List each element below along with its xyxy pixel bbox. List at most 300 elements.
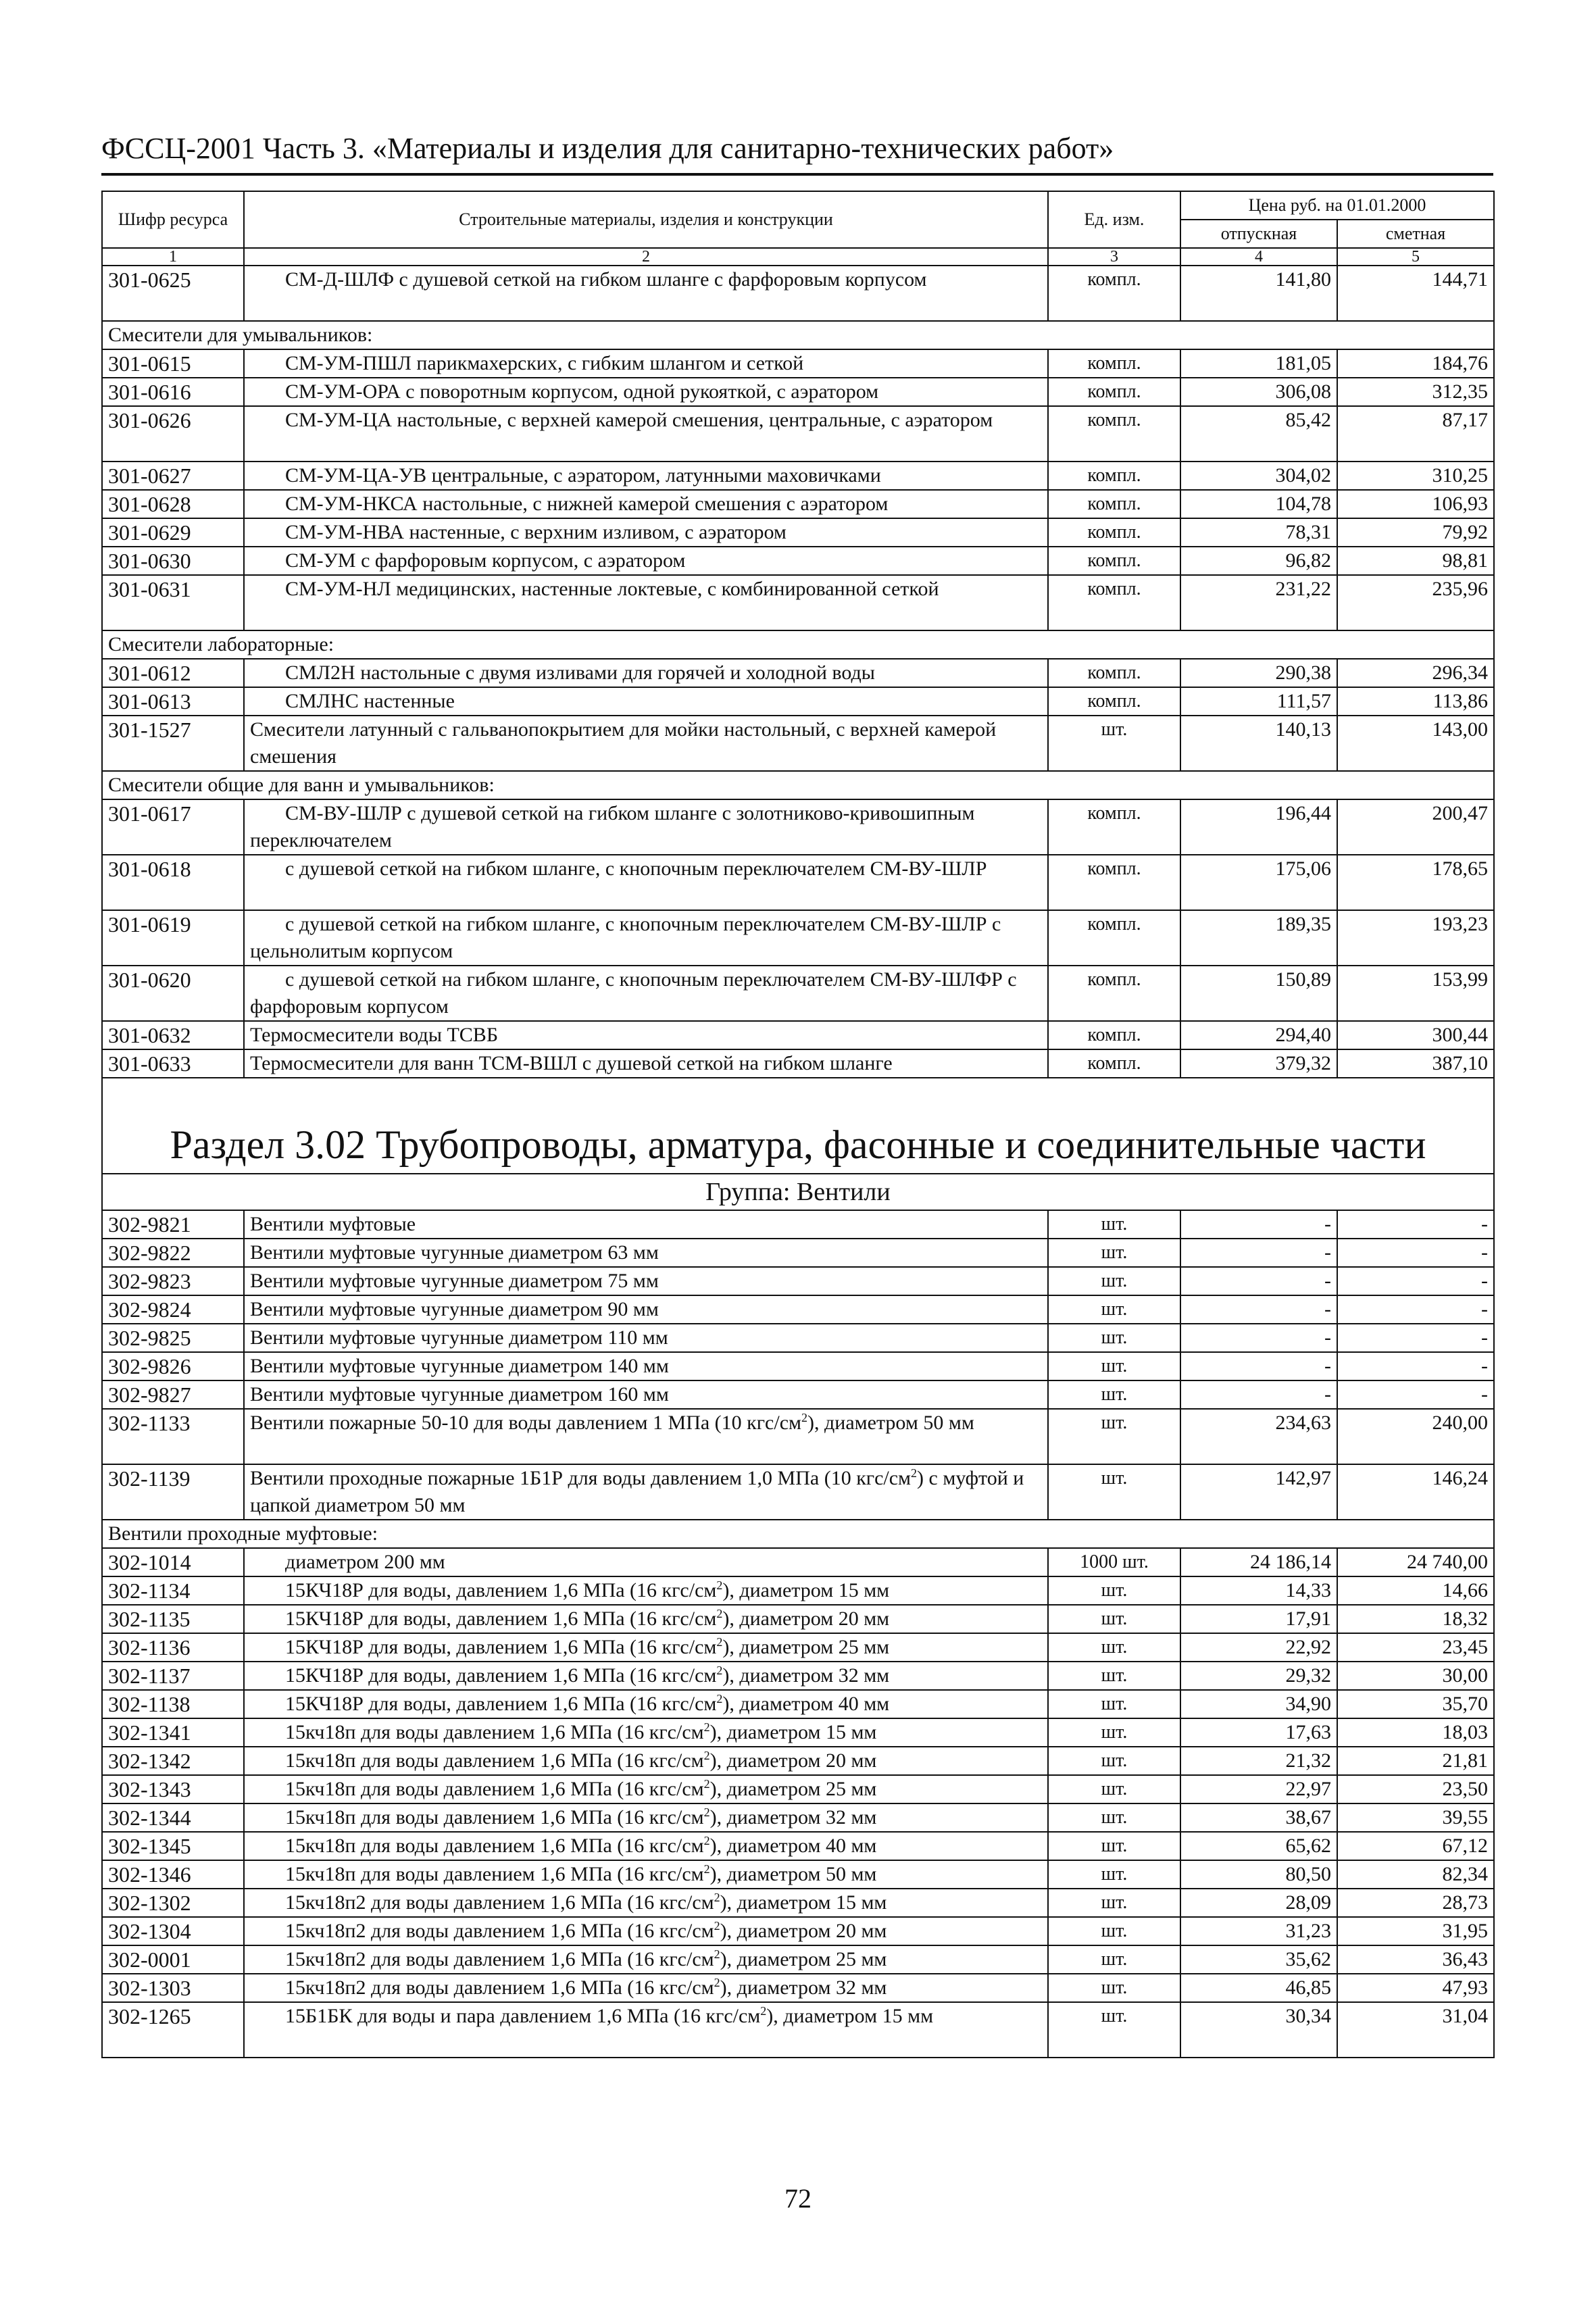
- release-price: 290,38: [1180, 659, 1337, 687]
- item-name: СМ-УМ-ПШЛ парикмахерских, с гибким шлангом и сеткой: [244, 349, 1048, 378]
- unit-of-measure: шт.: [1048, 1409, 1180, 1464]
- superscript: 2: [703, 1749, 710, 1762]
- superscript: 2: [911, 1466, 918, 1480]
- item-name-part: 15Б1БК для воды и пара давлением 1,6 МПа (16 кгс/см: [285, 2005, 761, 2027]
- estimate-price: 36,43: [1337, 1945, 1494, 1974]
- item-name: диаметром 200 мм: [244, 1548, 1048, 1576]
- item-name: СМ-ВУ-ШЛР с душевой сеткой на гибком шланге с золотниково-кривошипным переключателем: [244, 799, 1048, 855]
- unit-of-measure: шт.: [1048, 1832, 1180, 1860]
- item-name: Вентили муфтовые чугунные диаметром 140 мм: [244, 1352, 1048, 1380]
- unit-of-measure: шт.: [1048, 1775, 1180, 1803]
- item-name: СМ-УМ-ОРА с поворотным корпусом, одной рукояткой, с аэратором: [244, 378, 1048, 406]
- release-price: 38,67: [1180, 1803, 1337, 1832]
- item-name: Вентили муфтовые чугунные диаметром 90 мм: [244, 1295, 1048, 1324]
- unit-of-measure: шт.: [1048, 1803, 1180, 1832]
- item-name: СМ-УМ-ЦА настольные, с верхней камерой смешения, центральные, с аэратором: [244, 406, 1048, 462]
- resource-code: 302-9827: [102, 1380, 244, 1409]
- subgroup-title-row: [102, 1174, 1494, 1210]
- item-name-part: 15кч18п2 для воды давлением 1,6 МПа (16 кгс/см: [285, 1976, 714, 1999]
- item-name: Вентили муфтовые чугунные диаметром 63 мм: [244, 1239, 1048, 1267]
- resource-code: 301-0626: [102, 406, 244, 462]
- item-name: с душевой сеткой на гибком шланге, с кнопочным переключателем СМ-ВУ-ШЛР с цельнолитым корпусом: [244, 910, 1048, 966]
- table-row: [102, 1803, 1494, 1832]
- item-name: [244, 1409, 1048, 1464]
- unit-of-measure: компл.: [1048, 1049, 1180, 1078]
- table-row: [102, 1267, 1494, 1295]
- section-block: [102, 1078, 1494, 1210]
- running-header: ФССЦ-2001 Часть 3. «Материалы и изделия для санитарно-технических работ»: [101, 128, 1493, 176]
- table-body-part1: [102, 266, 1494, 1078]
- item-name: [244, 1576, 1048, 1605]
- table-row: [102, 547, 1494, 575]
- release-price: 24 186,14: [1180, 1548, 1337, 1576]
- unit-of-measure: компл.: [1048, 266, 1180, 321]
- superscript: 2: [760, 2004, 767, 2018]
- estimate-price: 30,00: [1337, 1662, 1494, 1690]
- item-name-part: ), диаметром 25 мм: [709, 1778, 877, 1800]
- estimate-price: 143,00: [1337, 716, 1494, 771]
- release-price: 141,80: [1180, 266, 1337, 321]
- table-row: [102, 1889, 1494, 1917]
- estimate-price: 35,70: [1337, 1690, 1494, 1718]
- release-price: 29,32: [1180, 1662, 1337, 1690]
- item-name: [244, 1747, 1048, 1775]
- price-table: [101, 191, 1495, 2058]
- estimate-price: -: [1337, 1239, 1494, 1267]
- resource-code: 302-1265: [102, 2002, 244, 2058]
- superscript: 2: [714, 1976, 720, 1989]
- resource-code: 301-0619: [102, 910, 244, 966]
- unit-of-measure: шт.: [1048, 1662, 1180, 1690]
- item-name-part: ) с муфтой и цапкой диаметром 50 мм: [250, 1467, 1024, 1516]
- estimate-price: 87,17: [1337, 406, 1494, 462]
- resource-code: 301-0620: [102, 966, 244, 1021]
- resource-code: 302-1134: [102, 1576, 244, 1605]
- resource-code: 302-9821: [102, 1210, 244, 1239]
- unit-of-measure: компл.: [1048, 910, 1180, 966]
- col-header-estimate: сметная: [1337, 220, 1494, 248]
- release-price: -: [1180, 1324, 1337, 1352]
- resource-code: 302-1343: [102, 1775, 244, 1803]
- superscript: 2: [716, 1664, 723, 1677]
- table-row: [102, 1464, 1494, 1520]
- table-row: [102, 1662, 1494, 1690]
- resource-code: 302-1137: [102, 1662, 244, 1690]
- resource-code: 302-1014: [102, 1548, 244, 1576]
- release-price: 14,33: [1180, 1576, 1337, 1605]
- item-name: [244, 1775, 1048, 1803]
- item-name: СМ-УМ-НЛ медицинских, настенные локтевые, с комбинированной сеткой: [244, 575, 1048, 630]
- item-name: с душевой сеткой на гибком шланге, с кнопочным переключателем СМ-ВУ-ШЛФР с фарфоровым корпусом: [244, 966, 1048, 1021]
- item-name: [244, 1690, 1048, 1718]
- item-name-part: 15кч18п для воды давлением 1,6 МПа (16 кгс/см: [285, 1749, 704, 1772]
- table-row: [102, 1295, 1494, 1324]
- item-name-part: ), диаметром 40 мм: [709, 1835, 877, 1857]
- table-row: [102, 687, 1494, 716]
- item-name: [244, 1718, 1048, 1747]
- resource-code: 301-0627: [102, 462, 244, 490]
- release-price: 304,02: [1180, 462, 1337, 490]
- superscript: 2: [714, 1919, 720, 1933]
- item-name: [244, 1662, 1048, 1690]
- column-numbers-row: [102, 248, 1494, 266]
- table-row: [102, 716, 1494, 771]
- item-name-part: 15КЧ18Р для воды, давлением 1,6 МПа (16 кгс/см: [285, 1636, 717, 1658]
- group-heading: Вентили проходные муфтовые:: [102, 1520, 1494, 1548]
- estimate-price: 387,10: [1337, 1049, 1494, 1078]
- resource-code: 301-0629: [102, 518, 244, 547]
- table-row: [102, 349, 1494, 378]
- item-name-part: 15кч18п2 для воды давлением 1,6 МПа (16 кгс/см: [285, 1891, 714, 1914]
- unit-of-measure: компл.: [1048, 575, 1180, 630]
- group-heading-row: [102, 321, 1494, 349]
- estimate-price: -: [1337, 1380, 1494, 1409]
- item-name: [244, 1945, 1048, 1974]
- resource-code: 301-1527: [102, 716, 244, 771]
- table-row: [102, 1775, 1494, 1803]
- table-row: [102, 575, 1494, 630]
- release-price: -: [1180, 1210, 1337, 1239]
- estimate-price: 144,71: [1337, 266, 1494, 321]
- unit-of-measure: компл.: [1048, 349, 1180, 378]
- superscript: 2: [703, 1777, 710, 1791]
- unit-of-measure: шт.: [1048, 1974, 1180, 2002]
- unit-of-measure: шт.: [1048, 1945, 1180, 1974]
- estimate-price: 296,34: [1337, 659, 1494, 687]
- estimate-price: 14,66: [1337, 1576, 1494, 1605]
- superscript: 2: [801, 1411, 808, 1424]
- unit-of-measure: шт.: [1048, 1239, 1180, 1267]
- section-spacer: [102, 1078, 1494, 1116]
- release-price: 175,06: [1180, 855, 1337, 910]
- table-row: [102, 518, 1494, 547]
- resource-code: 302-1302: [102, 1889, 244, 1917]
- release-price: 140,13: [1180, 716, 1337, 771]
- col-header-code: Шифр ресурса: [102, 191, 244, 248]
- table-row: [102, 1239, 1494, 1267]
- superscript: 2: [703, 1720, 710, 1734]
- estimate-price: 113,86: [1337, 687, 1494, 716]
- estimate-price: 28,73: [1337, 1889, 1494, 1917]
- resource-code: 302-9823: [102, 1267, 244, 1295]
- superscript: 2: [714, 1947, 720, 1961]
- item-name-part: 15кч18п2 для воды давлением 1,6 МПа (16 кгс/см: [285, 1920, 714, 1942]
- unit-of-measure: шт.: [1048, 1889, 1180, 1917]
- group-heading: Смесители общие для ванн и умывальников:: [102, 771, 1494, 799]
- resource-code: 302-1345: [102, 1832, 244, 1860]
- unit-of-measure: шт.: [1048, 1380, 1180, 1409]
- estimate-price: 300,44: [1337, 1021, 1494, 1049]
- group-heading-row: [102, 771, 1494, 799]
- group-heading-row: [102, 1520, 1494, 1548]
- estimate-price: 82,34: [1337, 1860, 1494, 1889]
- table-row: [102, 1690, 1494, 1718]
- item-name: [244, 1974, 1048, 2002]
- item-name: СМ-УМ-НВА настенные, с верхним изливом, с аэратором: [244, 518, 1048, 547]
- resource-code: 302-1138: [102, 1690, 244, 1718]
- unit-of-measure: шт.: [1048, 1267, 1180, 1295]
- unit-of-measure: компл.: [1048, 966, 1180, 1021]
- resource-code: 301-0613: [102, 687, 244, 716]
- estimate-price: 47,93: [1337, 1974, 1494, 2002]
- unit-of-measure: шт.: [1048, 1718, 1180, 1747]
- superscript: 2: [716, 1607, 723, 1620]
- estimate-price: 23,50: [1337, 1775, 1494, 1803]
- table-row: [102, 1605, 1494, 1633]
- resource-code: 302-1133: [102, 1409, 244, 1464]
- resource-code: 302-9826: [102, 1352, 244, 1380]
- col-number: 3: [1048, 248, 1180, 266]
- estimate-price: -: [1337, 1267, 1494, 1295]
- item-name: [244, 1917, 1048, 1945]
- release-price: -: [1180, 1352, 1337, 1380]
- unit-of-measure: шт.: [1048, 1576, 1180, 1605]
- resource-code: 302-1344: [102, 1803, 244, 1832]
- table-row: [102, 1409, 1494, 1464]
- table-row: [102, 490, 1494, 518]
- estimate-price: 178,65: [1337, 855, 1494, 910]
- item-name-part: ), диаметром 20 мм: [709, 1749, 877, 1772]
- item-name-part: 15кч18п для воды давлением 1,6 МПа (16 кгс/см: [285, 1835, 704, 1857]
- item-name: [244, 1633, 1048, 1662]
- estimate-price: 146,24: [1337, 1464, 1494, 1520]
- table-row: [102, 2002, 1494, 2058]
- group-heading: Смесители для умывальников:: [102, 321, 1494, 349]
- superscript: 2: [703, 1862, 710, 1876]
- unit-of-measure: шт.: [1048, 1210, 1180, 1239]
- item-name-part: Вентили проходные пожарные 1Б1Р для воды давлением 1,0 МПа (10 кгс/см: [250, 1467, 912, 1489]
- unit-of-measure: шт.: [1048, 2002, 1180, 2058]
- item-name: СМЛ2Н настольные с двумя изливами для горячей и холодной воды: [244, 659, 1048, 687]
- resource-code: 302-0001: [102, 1945, 244, 1974]
- resource-code: 301-0625: [102, 266, 244, 321]
- resource-code: 302-1341: [102, 1718, 244, 1747]
- item-name-part: ), диаметром 25 мм: [720, 1948, 887, 1970]
- col-header-release: отпускная: [1180, 220, 1337, 248]
- item-name: Вентили муфтовые чугунные диаметром 75 мм: [244, 1267, 1048, 1295]
- unit-of-measure: 1000 шт.: [1048, 1548, 1180, 1576]
- unit-of-measure: компл.: [1048, 378, 1180, 406]
- resource-code: 301-0633: [102, 1049, 244, 1078]
- release-price: 30,34: [1180, 2002, 1337, 2058]
- unit-of-measure: шт.: [1048, 716, 1180, 771]
- resource-code: 302-1304: [102, 1917, 244, 1945]
- resource-code: 301-0616: [102, 378, 244, 406]
- table-body-part2: [102, 1210, 1494, 2058]
- estimate-price: 106,93: [1337, 490, 1494, 518]
- release-price: 31,23: [1180, 1917, 1337, 1945]
- resource-code: 301-0615: [102, 349, 244, 378]
- item-name-part: ), диаметром 32 мм: [722, 1664, 890, 1687]
- release-price: 142,97: [1180, 1464, 1337, 1520]
- release-price: 181,05: [1180, 349, 1337, 378]
- unit-of-measure: компл.: [1048, 490, 1180, 518]
- release-price: 379,32: [1180, 1049, 1337, 1078]
- estimate-price: -: [1337, 1352, 1494, 1380]
- release-price: 65,62: [1180, 1832, 1337, 1860]
- unit-of-measure: шт.: [1048, 1352, 1180, 1380]
- item-name-part: ), диаметром 15 мм: [766, 2005, 934, 2027]
- item-name-part: 15кч18п2 для воды давлением 1,6 МПа (16 кгс/см: [285, 1948, 714, 1970]
- unit-of-measure: компл.: [1048, 799, 1180, 855]
- subgroup-title: Группа: Вентили: [102, 1174, 1494, 1210]
- unit-of-measure: компл.: [1048, 659, 1180, 687]
- release-price: 196,44: [1180, 799, 1337, 855]
- unit-of-measure: шт.: [1048, 1464, 1180, 1520]
- item-name: [244, 1605, 1048, 1633]
- section-title: Раздел 3.02 Трубопроводы, арматура, фасонные и соединительные части: [102, 1116, 1494, 1174]
- table-row: [102, 1576, 1494, 1605]
- item-name: [244, 2002, 1048, 2058]
- table-row: [102, 799, 1494, 855]
- table-row: [102, 378, 1494, 406]
- estimate-price: 31,04: [1337, 2002, 1494, 2058]
- estimate-price: 23,45: [1337, 1633, 1494, 1662]
- unit-of-measure: шт.: [1048, 1747, 1180, 1775]
- estimate-price: 200,47: [1337, 799, 1494, 855]
- table-row: [102, 855, 1494, 910]
- item-name-part: ), диаметром 32 мм: [720, 1976, 887, 1999]
- resource-code: 302-1135: [102, 1605, 244, 1633]
- col-header-unit: Ед. изм.: [1048, 191, 1180, 248]
- item-name: СМ-УМ с фарфоровым корпусом, с аэратором: [244, 547, 1048, 575]
- resource-code: 301-0630: [102, 547, 244, 575]
- item-name-part: 15кч18п для воды давлением 1,6 МПа (16 кгс/см: [285, 1778, 704, 1800]
- table-row: [102, 1917, 1494, 1945]
- unit-of-measure: шт.: [1048, 1690, 1180, 1718]
- release-price: 96,82: [1180, 547, 1337, 575]
- col-header-name: Строительные материалы, изделия и конструкции: [244, 191, 1048, 248]
- release-price: 22,97: [1180, 1775, 1337, 1803]
- superscript: 2: [703, 1834, 710, 1847]
- table-row: [102, 406, 1494, 462]
- release-price: 21,32: [1180, 1747, 1337, 1775]
- resource-code: 302-1346: [102, 1860, 244, 1889]
- item-name-part: ), диаметром 25 мм: [722, 1636, 890, 1658]
- release-price: 294,40: [1180, 1021, 1337, 1049]
- release-price: 46,85: [1180, 1974, 1337, 2002]
- release-price: 17,91: [1180, 1605, 1337, 1633]
- estimate-price: -: [1337, 1295, 1494, 1324]
- release-price: 35,62: [1180, 1945, 1337, 1974]
- resource-code: 302-1136: [102, 1633, 244, 1662]
- release-price: 150,89: [1180, 966, 1337, 1021]
- item-name-part: ), диаметром 20 мм: [720, 1920, 887, 1942]
- table-row: [102, 1718, 1494, 1747]
- item-name-part: 15КЧ18Р для воды, давлением 1,6 МПа (16 кгс/см: [285, 1693, 717, 1715]
- unit-of-measure: компл.: [1048, 462, 1180, 490]
- page-number: 72: [784, 2183, 812, 2214]
- unit-of-measure: шт.: [1048, 1860, 1180, 1889]
- resource-code: 302-1342: [102, 1747, 244, 1775]
- item-name: СМ-УМ-НКСА настольные, с нижней камерой смешения с аэратором: [244, 490, 1048, 518]
- resource-code: 301-0632: [102, 1021, 244, 1049]
- unit-of-measure: компл.: [1048, 547, 1180, 575]
- estimate-price: 235,96: [1337, 575, 1494, 630]
- table-row: [102, 1210, 1494, 1239]
- item-name: СМ-Д-ШЛФ с душевой сеткой на гибком шланге с фарфоровым корпусом: [244, 266, 1048, 321]
- item-name-part: 15кч18п для воды давлением 1,6 МПа (16 кгс/см: [285, 1806, 704, 1828]
- item-name: СМЛНС настенные: [244, 687, 1048, 716]
- estimate-price: -: [1337, 1324, 1494, 1352]
- unit-of-measure: шт.: [1048, 1633, 1180, 1662]
- release-price: 234,63: [1180, 1409, 1337, 1464]
- item-name: [244, 1803, 1048, 1832]
- release-price: 111,57: [1180, 687, 1337, 716]
- release-price: -: [1180, 1239, 1337, 1267]
- table-row: [102, 462, 1494, 490]
- unit-of-measure: шт.: [1048, 1605, 1180, 1633]
- estimate-price: 310,25: [1337, 462, 1494, 490]
- resource-code: 301-0618: [102, 855, 244, 910]
- unit-of-measure: шт.: [1048, 1295, 1180, 1324]
- resource-code: 302-9825: [102, 1324, 244, 1352]
- item-name: Вентили муфтовые: [244, 1210, 1048, 1239]
- release-price: 231,22: [1180, 575, 1337, 630]
- release-price: -: [1180, 1380, 1337, 1409]
- unit-of-measure: шт.: [1048, 1917, 1180, 1945]
- unit-of-measure: компл.: [1048, 1021, 1180, 1049]
- table-row: [102, 1049, 1494, 1078]
- item-name-part: ), диаметром 40 мм: [722, 1693, 890, 1715]
- table-row: [102, 1380, 1494, 1409]
- table-row: [102, 1324, 1494, 1352]
- estimate-price: 39,55: [1337, 1803, 1494, 1832]
- release-price: 189,35: [1180, 910, 1337, 966]
- estimate-price: 153,99: [1337, 966, 1494, 1021]
- table-row: [102, 1945, 1494, 1974]
- estimate-price: 18,03: [1337, 1718, 1494, 1747]
- item-name: Термосмесители для ванн ТСМ-ВШЛ с душевой сеткой на гибком шланге: [244, 1049, 1048, 1078]
- col-number: 4: [1180, 248, 1337, 266]
- release-price: 78,31: [1180, 518, 1337, 547]
- col-number: 5: [1337, 248, 1494, 266]
- table-row: [102, 1860, 1494, 1889]
- unit-of-measure: компл.: [1048, 518, 1180, 547]
- table-row: [102, 1974, 1494, 2002]
- estimate-price: 98,81: [1337, 547, 1494, 575]
- release-price: 17,63: [1180, 1718, 1337, 1747]
- item-name-part: ), диаметром 32 мм: [709, 1806, 877, 1828]
- item-name-part: Вентили пожарные 50-10 для воды давлением 1 МПа (10 кгс/см: [250, 1412, 802, 1434]
- estimate-price: 312,35: [1337, 378, 1494, 406]
- table-row: [102, 910, 1494, 966]
- item-name-part: ), диаметром 15 мм: [720, 1891, 887, 1914]
- unit-of-measure: шт.: [1048, 1324, 1180, 1352]
- resource-code: 301-0628: [102, 490, 244, 518]
- resource-code: 302-9822: [102, 1239, 244, 1267]
- superscript: 2: [703, 1806, 710, 1819]
- superscript: 2: [716, 1692, 723, 1706]
- item-name-part: 15кч18п для воды давлением 1,6 МПа (16 кгс/см: [285, 1721, 704, 1743]
- superscript: 2: [716, 1635, 723, 1649]
- item-name: [244, 1464, 1048, 1520]
- table-row: [102, 266, 1494, 321]
- estimate-price: -: [1337, 1210, 1494, 1239]
- release-price: 22,92: [1180, 1633, 1337, 1662]
- estimate-price: 24 740,00: [1337, 1548, 1494, 1576]
- table-row: [102, 659, 1494, 687]
- item-name-part: 15кч18п для воды давлением 1,6 МПа (16 кгс/см: [285, 1863, 704, 1885]
- release-price: 104,78: [1180, 490, 1337, 518]
- item-name-part: ), диаметром 15 мм: [722, 1579, 890, 1601]
- resource-code: 301-0612: [102, 659, 244, 687]
- superscript: 2: [716, 1578, 723, 1592]
- table-row: [102, 1021, 1494, 1049]
- resource-code: 302-9824: [102, 1295, 244, 1324]
- table-row: [102, 1832, 1494, 1860]
- col-header-price-group: Цена руб. на 01.01.2000: [1180, 191, 1494, 220]
